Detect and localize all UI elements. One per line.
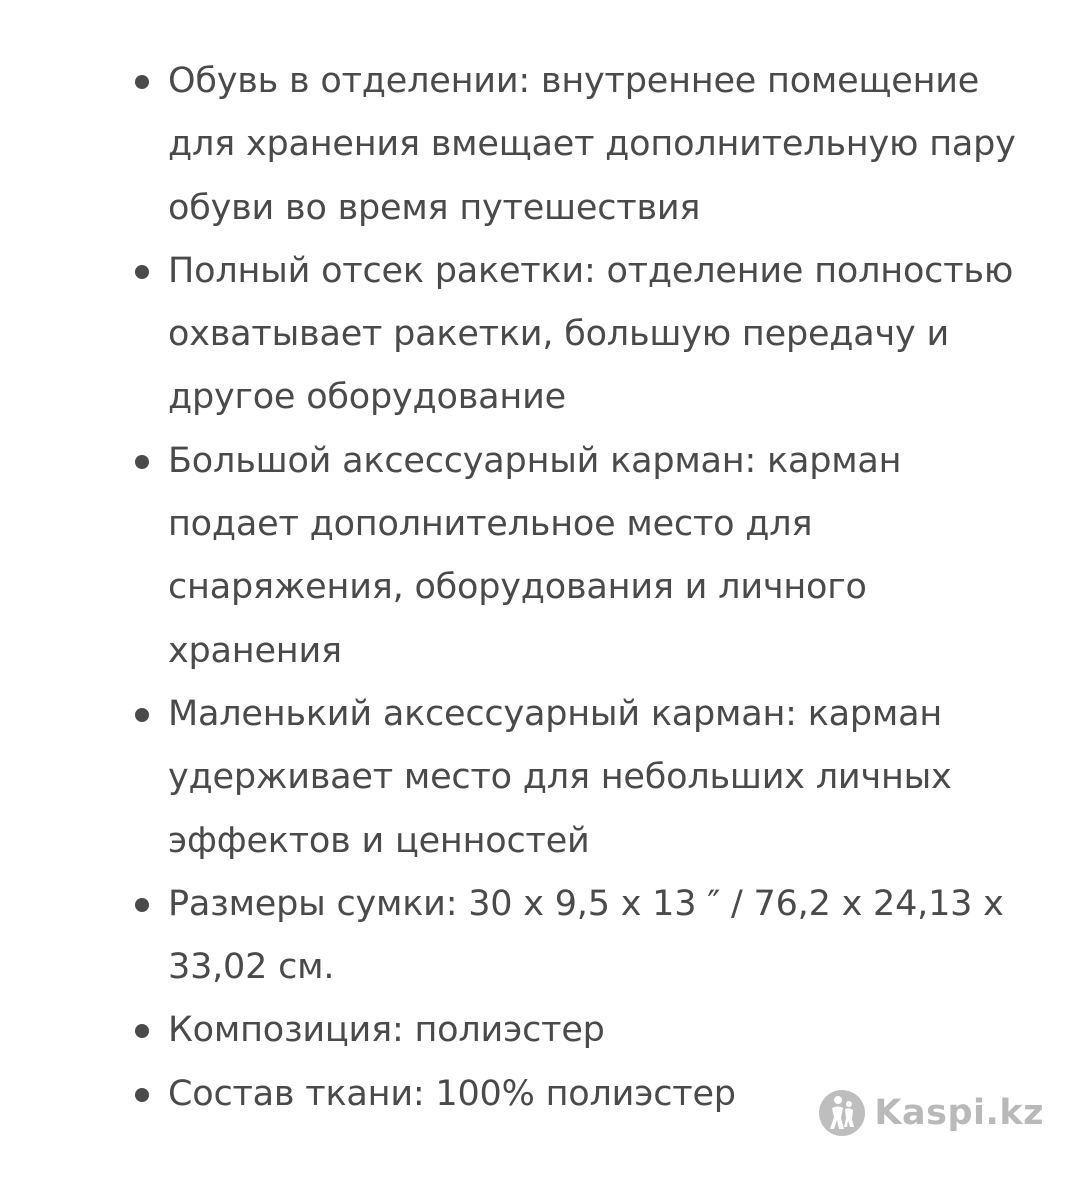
feature-text: Полный отсек ракетки: отделение полностью охватывает ракетки, большую передачу и другое оборудование	[168, 250, 1014, 418]
feature-text: Маленький аксессуарный карман: карман удерживает место для небольших личных эффектов и ценностей	[168, 693, 952, 861]
feature-item-dimensions	[130, 873, 1030, 1000]
feature-text: Большой аксессуарный карман: карман подает дополнительное место для снаряжения, оборудования и личного хранения	[168, 440, 902, 671]
bullet-icon	[135, 898, 149, 912]
feature-item-racket-compartment	[130, 240, 1030, 430]
bullet-icon	[135, 265, 149, 279]
feature-item-composition	[130, 999, 1030, 1062]
bullet-icon	[135, 1024, 149, 1038]
feature-text: Состав ткани: 100% полиэстер	[168, 1073, 736, 1114]
feature-text: Обувь в отделении: внутреннее помещение для хранения вмещает дополнительную пару обуви во время путешествия	[168, 61, 1016, 228]
feature-list	[130, 50, 1030, 1126]
watermark-text: Kaspi.kz	[874, 1093, 1044, 1133]
feature-text: Размеры сумки: 30 x 9,5 x 13 ″ / 76,2 x 24,13 x 33,02 см.	[168, 883, 1004, 988]
bullet-icon	[135, 708, 149, 722]
feature-item-large-pocket	[130, 430, 1030, 683]
kaspi-logo-icon	[818, 1089, 866, 1137]
kaspi-watermark	[818, 1089, 1044, 1137]
feature-item-shoe-compartment	[130, 50, 1030, 240]
bullet-icon	[135, 75, 149, 89]
bullet-icon	[135, 455, 149, 469]
feature-text: Композиция: полиэстер	[168, 1010, 605, 1051]
feature-item-small-pocket	[130, 683, 1030, 873]
bullet-icon	[135, 1088, 149, 1102]
